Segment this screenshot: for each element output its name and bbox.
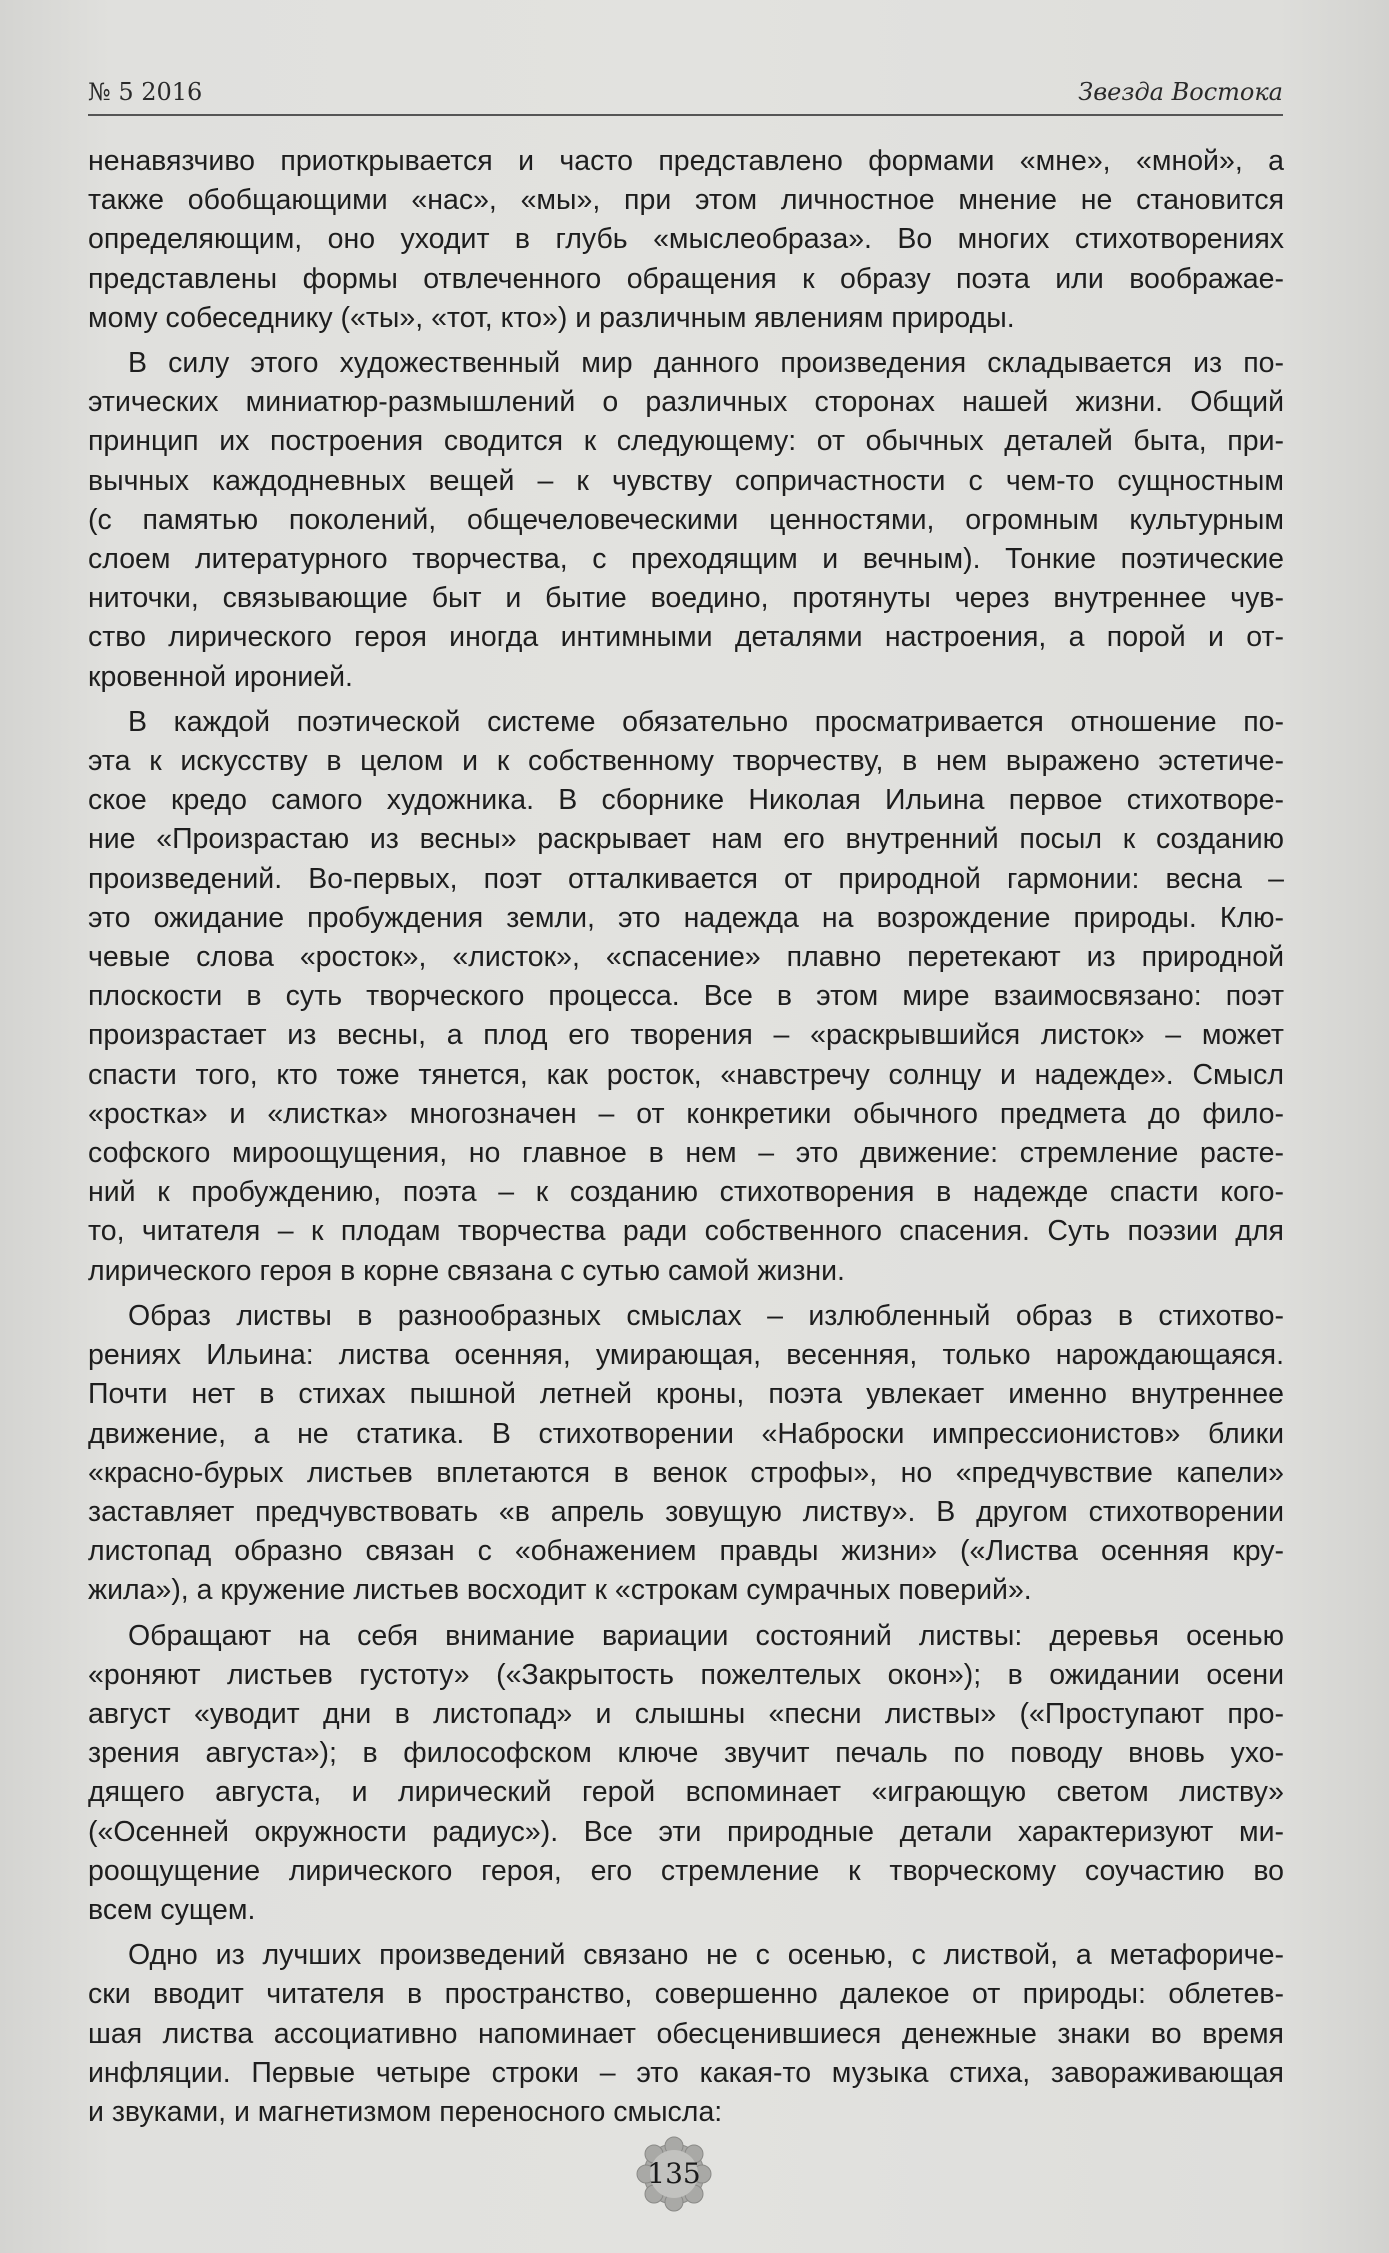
paragraph [88,1617,1284,1931]
text-line: также обобщающими «нас», «мы», при этом личностное мнение не становится [88,184,1284,217]
text-line: ний к пробуждению, поэта – к созданию стихотворения в надежде спасти кого- [88,1176,1284,1209]
text-line: кровенной иронией. [88,660,353,693]
text-line: ниточки, связывающие быт и бытие воедино, протянуты через внутреннее чув- [88,582,1284,615]
text-line: плоскости в суть творческого процесса. Все в этом мире взаимосвязано: поэт [88,980,1284,1013]
issue-number: № 5 2016 [88,78,203,106]
text-line: шая листва ассоциативно напоминает обесценившиеся денежные знаки во время [88,2017,1284,2050]
text-line: «роняют листьев густоту» («Закрытость пожелтелых окон»); в ожидании осени [88,1658,1284,1691]
text-line: Образ листвы в разнообразных смыслах – излюбленный образ в стихотво- [128,1299,1284,1332]
text-line: то, читателя – к плодам творчества ради собственного спасения. Суть поэзии для [88,1215,1284,1248]
text-line: принцип их построения сводится к следующему: от обычных деталей быта, при- [88,425,1284,458]
text-line: ски вводит читателя в пространство, совершенно далекое от природы: облетев- [88,1978,1284,2011]
text-line: эта к искусству в целом и к собственному творчеству, в нем выражено эстетиче- [88,745,1284,778]
article-body [88,142,1284,2132]
text-line: («Осенней окружности радиус»). Все эти природные детали характеризуют ми- [88,1815,1284,1848]
text-line: представлены формы отвлеченного обращения к образу поэта или воображае- [88,262,1284,295]
paragraph [88,1936,1284,2132]
text-line: зрения августа»); в философском ключе звучит печаль по поводу вновь ухо- [88,1737,1284,1770]
text-line: и звуками, и магнетизмом переносного смысла: [88,2095,723,2128]
text-line: всем сущем. [88,1893,256,1926]
text-line: произрастает из весны, а плод его творения – «раскрывшийся листок» – может [88,1019,1284,1052]
journal-title: Звезда Востока [1078,78,1283,106]
text-line: В каждой поэтической системе обязательно просматривается отношение по- [128,705,1284,738]
text-line: август «уводит дни в листопад» и слышны «песни листвы» («Проступают про- [88,1697,1284,1730]
text-line: произведений. Во-первых, поэт отталкивается от природной гармонии: весна – [88,862,1284,895]
text-line: Обращают на себя внимание вариации состояний листвы: деревья осенью [128,1619,1284,1652]
text-line: движение, а не статика. В стихотворении «Наброски импрессионистов» блики [88,1417,1284,1450]
text-line: «красно-бурых листьев вплетаются в венок строфы», но «предчувствие капели» [88,1456,1284,1489]
text-line: дящего августа, и лирический герой вспоминает «играющую светом листву» [88,1776,1284,1809]
text-line: ство лирического героя иногда интимными деталями настроения, а порой и от- [88,621,1284,654]
text-line: слоем литературного творчества, с преходящим и вечным). Тонкие поэтические [88,543,1284,576]
text-line: инфляции. Первые четыре строки – это какая-то музыка стиха, завораживающая [88,2056,1284,2089]
paragraph [88,142,1284,338]
text-line: вычных каждодневных вещей – к чувству сопричастности с чем-то сущностным [88,464,1284,497]
text-line: лирического героя в корне связана с сутью самой жизни. [88,1254,845,1287]
page-number: 135 [647,2157,701,2190]
text-line: заставляет предчувствовать «в апрель зовущую листву». В другом стихотворении [88,1495,1284,1528]
text-line: этических миниатюр-размышлений о различных сторонах нашей жизни. Общий [88,386,1284,419]
text-line: спасти того, кто тоже тянется, как росток, «навстречу солнцу и надежде». Смысл [88,1058,1284,1091]
paragraph [88,344,1284,697]
text-line: листопад образно связан с «обнажением правды жизни» («Листва осенняя кру- [88,1535,1284,1568]
text-line: (с памятью поколений, общечеловеческими ценностями, огромным культурным [88,503,1284,536]
paragraph [88,703,1284,1291]
text-line: мому собеседнику («ты», «тот, кто») и различным явлениям природы. [88,301,1015,334]
text-line: это ожидание пробуждения земли, это надежда на возрождение природы. Клю- [88,901,1284,934]
page-number-badge [634,2134,714,2214]
running-header [88,74,1283,116]
text-line: определяющим, оно уходит в глубь «мыслеобраза». Во многих стихотворениях [88,223,1284,256]
text-line: Почти нет в стихах пышной летней кроны, поэта увлекает именно внутреннее [88,1378,1284,1411]
paragraph [88,1297,1284,1611]
text-line: роощущение лирического героя, его стремление к творческому соучастию во [88,1854,1284,1887]
text-line: рениях Ильина: листва осенняя, умирающая, весенняя, только нарождающаяся. [88,1339,1284,1372]
text-line: жила»), а кружение листьев восходит к «строкам сумрачных поверий». [88,1574,1032,1607]
text-line: чевые слова «росток», «листок», «спасение» плавно перетекают из природной [88,941,1284,974]
text-line: софского мироощущения, но главное в нем – это движение: стремление расте- [88,1137,1284,1170]
text-line: Одно из лучших произведений связано не с осенью, с листвой, а метафориче- [128,1939,1284,1972]
text-line: ненавязчиво приоткрывается и часто представлено формами «мне», «мной», а [88,145,1284,177]
text-line: ское кредо самого художника. В сборнике Николая Ильина первое стихотворе- [88,784,1284,817]
text-line: ние «Произрастаю из весны» раскрывает нам его внутренний посыл к созданию [88,823,1284,856]
text-line: «ростка» и «листка» многозначен – от конкретики обычного предмета до фило- [88,1097,1284,1130]
text-line: В силу этого художественный мир данного произведения складывается из по- [128,347,1284,380]
